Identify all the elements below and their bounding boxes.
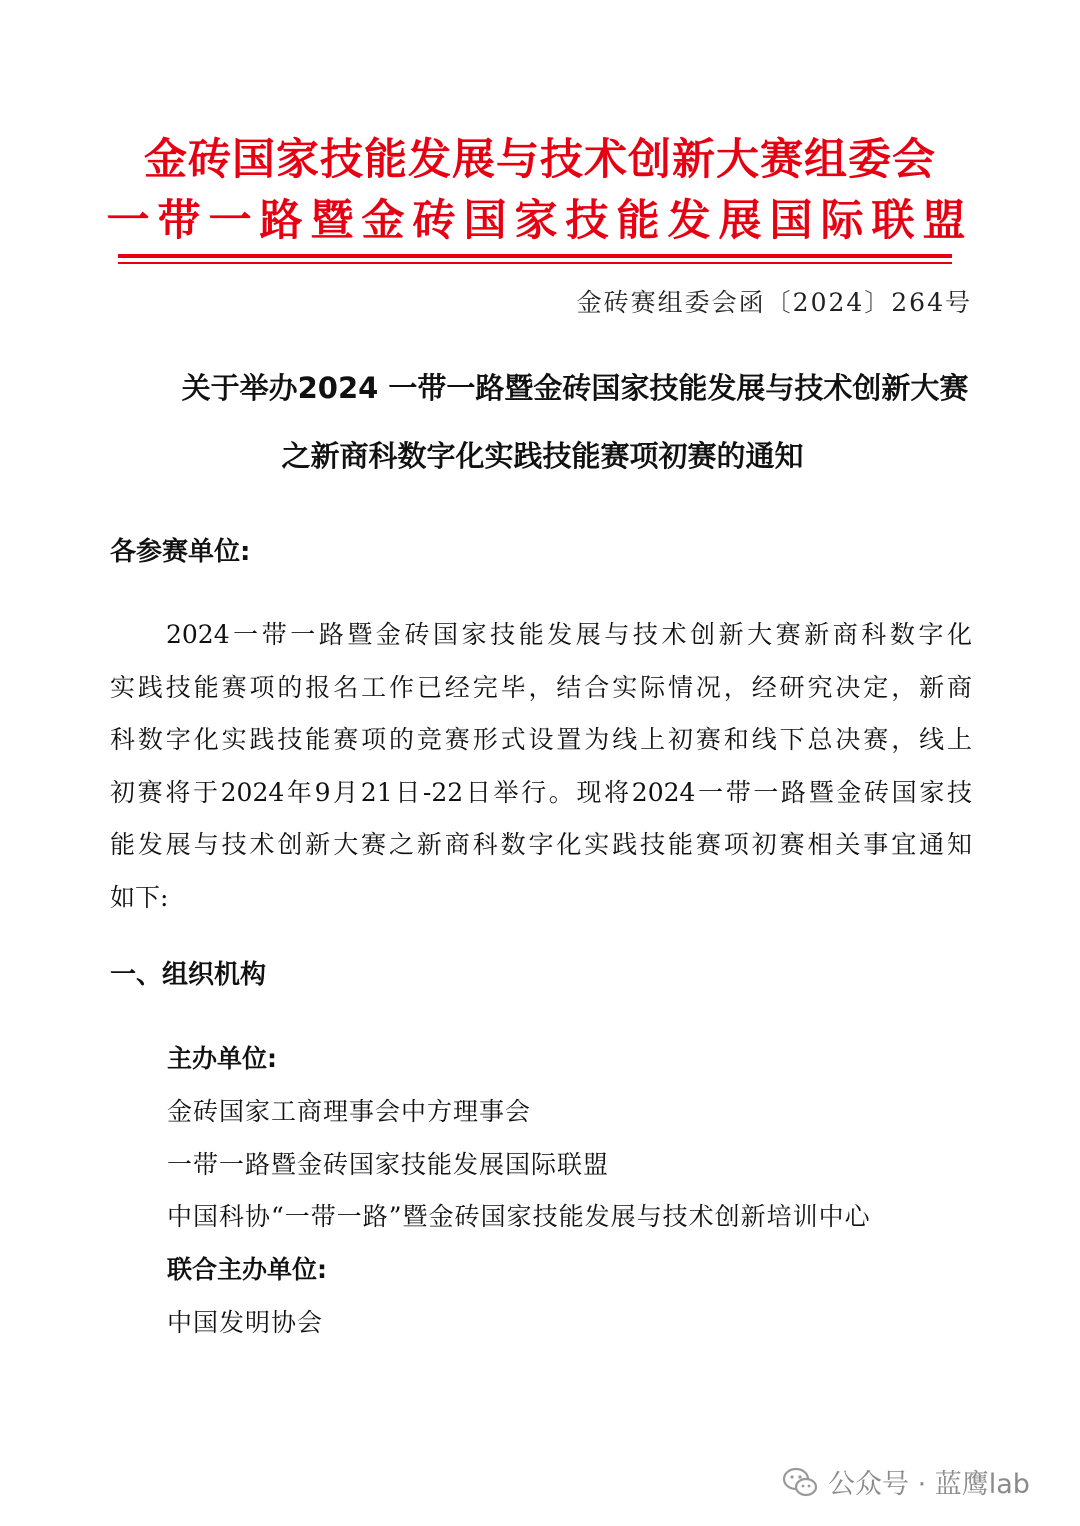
cohost-item: 中国发明协会 — [167, 1307, 324, 1337]
body-paragraph — [110, 609, 972, 924]
header-rule-thin — [118, 262, 952, 264]
host-item: 金砖国家工商理事会中方理事会 — [167, 1096, 532, 1126]
watermark — [782, 1462, 1030, 1501]
title-line-2: 之新商科数字化实践技能赛项初赛的通知 — [281, 439, 804, 473]
body-line: 2024一带一路暨金砖国家技能发展与技术创新大赛新商科数字化 — [166, 620, 972, 649]
body-line: 如下: — [110, 882, 169, 912]
watermark-text: 公众号 · 蓝鹰lab — [828, 1469, 1030, 1500]
wechat-icon — [782, 1466, 818, 1498]
title-line-1: 关于举办2024 一带一路暨金砖国家技能发展与技术创新大赛 — [181, 371, 969, 405]
host-label: 主办单位: — [167, 1044, 277, 1073]
host-item: 中国科协“一带一路”暨金砖国家技能发展与技术创新培训中心 — [167, 1202, 871, 1232]
salutation: 各参赛单位: — [110, 537, 251, 567]
body-line: 能发展与技术创新大赛之新商科数字化实践技能赛项初赛相关事宜通知 — [110, 830, 972, 859]
issuer-line-2: 一带一路暨金砖国家技能发展国际联盟 — [106, 196, 974, 246]
body-line: 初赛将于2024年9月21日-22日举行。现将2024一带一路暨金砖国家技 — [110, 777, 972, 807]
body-line: 科数字化实践技能赛项的竞赛形式设置为线上初赛和线下总决赛，线上 — [110, 725, 972, 754]
organization-list — [167, 1033, 871, 1350]
host-item: 一带一路暨金砖国家技能发展国际联盟 — [167, 1149, 610, 1179]
issuer-line-1: 金砖国家技能发展与技术创新大赛组委会 — [144, 135, 936, 185]
body-line: 实践技能赛项的报名工作已经完毕，结合实际情况，经研究决定，新商 — [110, 672, 972, 702]
header-rule-thick — [118, 254, 952, 258]
cohost-label: 联合主办单位: — [167, 1255, 327, 1285]
document-number: 金砖赛组委会函〔2024〕264号 — [576, 288, 972, 317]
section-heading-organization: 一、组织机构 — [110, 960, 267, 990]
